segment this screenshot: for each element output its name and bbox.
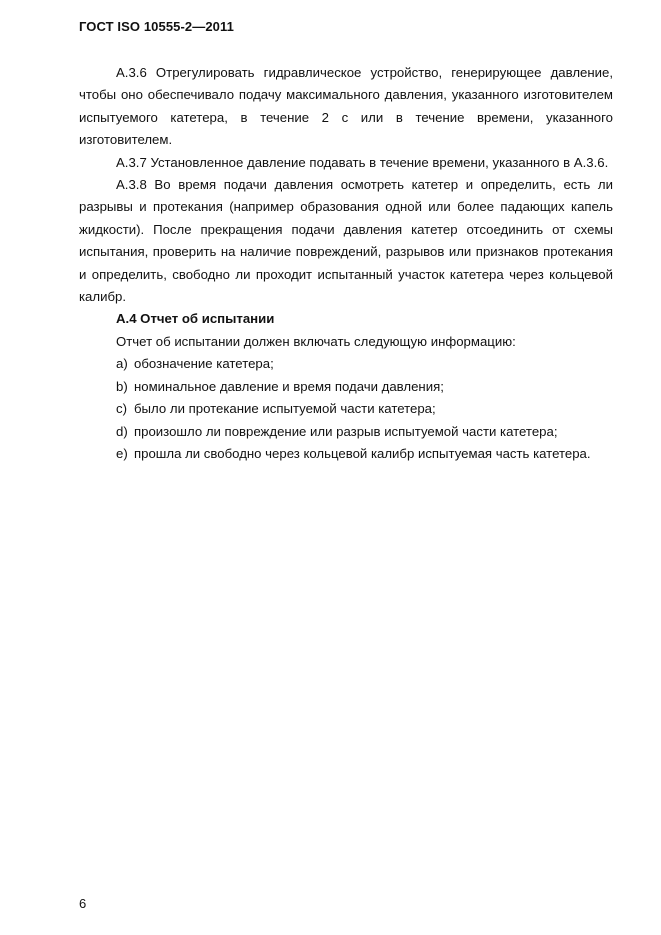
page-number: 6 bbox=[79, 896, 87, 911]
list-item-text: обозначение катетера; bbox=[134, 356, 274, 372]
list-item-marker: c) bbox=[116, 401, 127, 417]
report-items-list bbox=[79, 353, 613, 465]
list-item bbox=[79, 443, 613, 465]
list-item-text: было ли протекание испытуемой части катетера; bbox=[134, 401, 436, 417]
list-item-marker: d) bbox=[116, 423, 128, 439]
list-item-marker: e) bbox=[116, 445, 128, 461]
list-item bbox=[79, 398, 613, 420]
list-item-text: прошла ли свободно через кольцевой калибр испытуемая часть катетера. bbox=[134, 445, 591, 461]
section-intro: Отчет об испытании должен включать следующую информацию: bbox=[116, 333, 516, 349]
list-item-marker: а) bbox=[116, 356, 128, 372]
section-heading-a-4: А.4 Отчет об испытании bbox=[116, 311, 275, 327]
list-item-text: номинальное давление и время подачи давления; bbox=[134, 378, 444, 394]
list-item bbox=[79, 376, 613, 398]
list-item-marker: b) bbox=[116, 378, 128, 394]
list-item-text: произошло ли повреждение или разрыв испытуемой части катетера; bbox=[134, 423, 558, 439]
list-item bbox=[79, 353, 613, 375]
paragraph-a-3-8: А.3.8 Во время подачи давления осмотреть катетер и определить, есть ли разрывы и протекания (например образования одной или более падающих капель жидкости). После прекращения подачи давления катетер отсоединить от схемы испытания, проверить на наличие повреждений, разрывов или признаков протекания и определить, свободно ли проходит испытанный участок катетера через кольцевой калибр. bbox=[79, 177, 613, 305]
document-body bbox=[79, 62, 613, 465]
paragraph-a-3-7: А.3.7 Установленное давление подавать в течение времени, указанного в А.3.6. bbox=[116, 154, 609, 170]
paragraph-a-3-6: А.3.6 Отрегулировать гидравлическое устройство, генерирующее давление, чтобы оно обеспечивало подачу максимального давления, указанного изготовителем испытуемого катетера, в течение 2 с или в течение времени, указанного изготовителем. bbox=[79, 65, 613, 148]
list-item bbox=[79, 421, 613, 443]
document-code-header: ГОСТ ISO 10555-2—2011 bbox=[79, 19, 234, 34]
